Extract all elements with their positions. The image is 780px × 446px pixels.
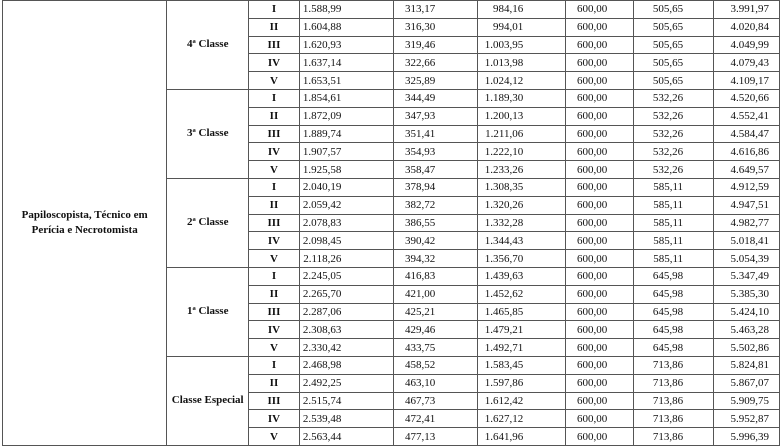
value-cell: 600,00 bbox=[566, 36, 634, 54]
nivel-cell: III bbox=[249, 36, 300, 54]
value-cell: 5.824,81 bbox=[714, 356, 780, 374]
value-cell: 416,83 bbox=[394, 267, 478, 285]
value-cell: 477,13 bbox=[394, 428, 478, 446]
value-cell: 2.468,98 bbox=[299, 356, 394, 374]
value-cell: 1.024,12 bbox=[478, 72, 566, 90]
value-cell: 394,32 bbox=[394, 250, 478, 268]
nivel-cell: I bbox=[249, 178, 300, 196]
value-cell: 2.098,45 bbox=[299, 232, 394, 250]
value-cell: 2.539,48 bbox=[299, 410, 394, 428]
nivel-cell: III bbox=[249, 125, 300, 143]
value-cell: 322,66 bbox=[394, 54, 478, 72]
value-cell: 600,00 bbox=[566, 232, 634, 250]
value-cell: 344,49 bbox=[394, 89, 478, 107]
value-cell: 585,11 bbox=[634, 250, 714, 268]
value-cell: 4.079,43 bbox=[714, 54, 780, 72]
value-cell: 1.925,58 bbox=[299, 161, 394, 179]
value-cell: 5.424,10 bbox=[714, 303, 780, 321]
value-cell: 585,11 bbox=[634, 214, 714, 232]
value-cell: 4.584,47 bbox=[714, 125, 780, 143]
value-cell: 4.947,51 bbox=[714, 196, 780, 214]
value-cell: 600,00 bbox=[566, 339, 634, 357]
value-cell: 4.109,17 bbox=[714, 72, 780, 90]
classe-cell: 4ª Classe bbox=[167, 1, 249, 90]
value-cell: 4.520,66 bbox=[714, 89, 780, 107]
salary-table bbox=[2, 0, 780, 446]
value-cell: 505,65 bbox=[634, 18, 714, 36]
value-cell: 2.492,25 bbox=[299, 374, 394, 392]
value-cell: 600,00 bbox=[566, 428, 634, 446]
value-cell: 600,00 bbox=[566, 392, 634, 410]
value-cell: 600,00 bbox=[566, 250, 634, 268]
nivel-cell: IV bbox=[249, 232, 300, 250]
value-cell: 2.330,42 bbox=[299, 339, 394, 357]
value-cell: 600,00 bbox=[566, 161, 634, 179]
value-cell: 2.078,83 bbox=[299, 214, 394, 232]
value-cell: 600,00 bbox=[566, 18, 634, 36]
classe-cell: Classe Especial bbox=[167, 356, 249, 445]
value-cell: 600,00 bbox=[566, 143, 634, 161]
table-row bbox=[3, 1, 780, 19]
nivel-cell: I bbox=[249, 1, 300, 19]
nivel-cell: I bbox=[249, 267, 300, 285]
value-cell: 645,98 bbox=[634, 285, 714, 303]
value-cell: 645,98 bbox=[634, 321, 714, 339]
value-cell: 585,11 bbox=[634, 178, 714, 196]
value-cell: 319,46 bbox=[394, 36, 478, 54]
value-cell: 1.332,28 bbox=[478, 214, 566, 232]
value-cell: 2.515,74 bbox=[299, 392, 394, 410]
value-cell: 5.867,07 bbox=[714, 374, 780, 392]
nivel-cell: V bbox=[249, 72, 300, 90]
nivel-cell: II bbox=[249, 18, 300, 36]
value-cell: 358,47 bbox=[394, 161, 478, 179]
value-cell: 4.552,41 bbox=[714, 107, 780, 125]
value-cell: 1.854,61 bbox=[299, 89, 394, 107]
value-cell: 1.604,88 bbox=[299, 18, 394, 36]
value-cell: 433,75 bbox=[394, 339, 478, 357]
value-cell: 600,00 bbox=[566, 214, 634, 232]
nivel-cell: II bbox=[249, 374, 300, 392]
value-cell: 1.013,98 bbox=[478, 54, 566, 72]
value-cell: 713,86 bbox=[634, 392, 714, 410]
value-cell: 645,98 bbox=[634, 339, 714, 357]
nivel-cell: II bbox=[249, 285, 300, 303]
value-cell: 4.049,99 bbox=[714, 36, 780, 54]
value-cell: 600,00 bbox=[566, 1, 634, 19]
nivel-cell: IV bbox=[249, 143, 300, 161]
value-cell: 2.287,06 bbox=[299, 303, 394, 321]
value-cell: 1.492,71 bbox=[478, 339, 566, 357]
value-cell: 3.991,97 bbox=[714, 1, 780, 19]
nivel-cell: V bbox=[249, 339, 300, 357]
value-cell: 505,65 bbox=[634, 1, 714, 19]
value-cell: 1.597,86 bbox=[478, 374, 566, 392]
value-cell: 532,26 bbox=[634, 161, 714, 179]
value-cell: 1.356,70 bbox=[478, 250, 566, 268]
value-cell: 1.479,21 bbox=[478, 321, 566, 339]
value-cell: 472,41 bbox=[394, 410, 478, 428]
value-cell: 425,21 bbox=[394, 303, 478, 321]
value-cell: 4.982,77 bbox=[714, 214, 780, 232]
value-cell: 347,93 bbox=[394, 107, 478, 125]
value-cell: 1.612,42 bbox=[478, 392, 566, 410]
value-cell: 1.465,85 bbox=[478, 303, 566, 321]
value-cell: 600,00 bbox=[566, 54, 634, 72]
value-cell: 5.996,39 bbox=[714, 428, 780, 446]
nivel-cell: II bbox=[249, 107, 300, 125]
value-cell: 4.020,84 bbox=[714, 18, 780, 36]
value-cell: 713,86 bbox=[634, 410, 714, 428]
salary-table-container bbox=[2, 0, 780, 446]
value-cell: 600,00 bbox=[566, 321, 634, 339]
nivel-cell: I bbox=[249, 356, 300, 374]
value-cell: 2.040,19 bbox=[299, 178, 394, 196]
value-cell: 600,00 bbox=[566, 267, 634, 285]
value-cell: 429,46 bbox=[394, 321, 478, 339]
value-cell: 4.912,59 bbox=[714, 178, 780, 196]
value-cell: 600,00 bbox=[566, 89, 634, 107]
value-cell: 390,42 bbox=[394, 232, 478, 250]
value-cell: 1.320,26 bbox=[478, 196, 566, 214]
value-cell: 378,94 bbox=[394, 178, 478, 196]
value-cell: 600,00 bbox=[566, 72, 634, 90]
nivel-cell: III bbox=[249, 303, 300, 321]
value-cell: 532,26 bbox=[634, 107, 714, 125]
nivel-cell: V bbox=[249, 161, 300, 179]
value-cell: 1.872,09 bbox=[299, 107, 394, 125]
nivel-cell: V bbox=[249, 428, 300, 446]
value-cell: 532,26 bbox=[634, 125, 714, 143]
value-cell: 351,41 bbox=[394, 125, 478, 143]
value-cell: 1.641,96 bbox=[478, 428, 566, 446]
value-cell: 382,72 bbox=[394, 196, 478, 214]
value-cell: 713,86 bbox=[634, 428, 714, 446]
value-cell: 585,11 bbox=[634, 196, 714, 214]
value-cell: 984,16 bbox=[478, 1, 566, 19]
value-cell: 505,65 bbox=[634, 72, 714, 90]
classe-cell: 2ª Classe bbox=[167, 178, 249, 267]
value-cell: 386,55 bbox=[394, 214, 478, 232]
value-cell: 5.463,28 bbox=[714, 321, 780, 339]
value-cell: 600,00 bbox=[566, 410, 634, 428]
value-cell: 1.588,99 bbox=[299, 1, 394, 19]
value-cell: 316,30 bbox=[394, 18, 478, 36]
value-cell: 1.889,74 bbox=[299, 125, 394, 143]
value-cell: 1.233,26 bbox=[478, 161, 566, 179]
value-cell: 2.563,44 bbox=[299, 428, 394, 446]
value-cell: 1.907,57 bbox=[299, 143, 394, 161]
cargo-cell: Papiloscopista, Técnico em Perícia e Necrotomista bbox=[3, 1, 167, 446]
value-cell: 1.003,95 bbox=[478, 36, 566, 54]
nivel-cell: IV bbox=[249, 410, 300, 428]
nivel-cell: IV bbox=[249, 321, 300, 339]
value-cell: 645,98 bbox=[634, 303, 714, 321]
value-cell: 1.344,43 bbox=[478, 232, 566, 250]
value-cell: 5.054,39 bbox=[714, 250, 780, 268]
value-cell: 421,00 bbox=[394, 285, 478, 303]
value-cell: 600,00 bbox=[566, 107, 634, 125]
value-cell: 532,26 bbox=[634, 143, 714, 161]
value-cell: 1.200,13 bbox=[478, 107, 566, 125]
value-cell: 505,65 bbox=[634, 54, 714, 72]
value-cell: 1.637,14 bbox=[299, 54, 394, 72]
value-cell: 313,17 bbox=[394, 1, 478, 19]
value-cell: 600,00 bbox=[566, 303, 634, 321]
value-cell: 1.620,93 bbox=[299, 36, 394, 54]
value-cell: 1.653,51 bbox=[299, 72, 394, 90]
value-cell: 1.308,35 bbox=[478, 178, 566, 196]
value-cell: 2.245,05 bbox=[299, 267, 394, 285]
value-cell: 354,93 bbox=[394, 143, 478, 161]
value-cell: 1.439,63 bbox=[478, 267, 566, 285]
value-cell: 994,01 bbox=[478, 18, 566, 36]
value-cell: 600,00 bbox=[566, 356, 634, 374]
value-cell: 1.211,06 bbox=[478, 125, 566, 143]
value-cell: 645,98 bbox=[634, 267, 714, 285]
value-cell: 467,73 bbox=[394, 392, 478, 410]
value-cell: 600,00 bbox=[566, 374, 634, 392]
value-cell: 713,86 bbox=[634, 356, 714, 374]
value-cell: 505,65 bbox=[634, 36, 714, 54]
nivel-cell: III bbox=[249, 392, 300, 410]
value-cell: 325,89 bbox=[394, 72, 478, 90]
classe-cell: 1ª Classe bbox=[167, 267, 249, 356]
value-cell: 1.583,45 bbox=[478, 356, 566, 374]
value-cell: 600,00 bbox=[566, 178, 634, 196]
nivel-cell: V bbox=[249, 250, 300, 268]
value-cell: 5.502,86 bbox=[714, 339, 780, 357]
nivel-cell: I bbox=[249, 89, 300, 107]
value-cell: 5.385,30 bbox=[714, 285, 780, 303]
value-cell: 463,10 bbox=[394, 374, 478, 392]
value-cell: 1.452,62 bbox=[478, 285, 566, 303]
value-cell: 532,26 bbox=[634, 89, 714, 107]
value-cell: 2.265,70 bbox=[299, 285, 394, 303]
value-cell: 600,00 bbox=[566, 196, 634, 214]
classe-cell: 3ª Classe bbox=[167, 89, 249, 178]
value-cell: 4.616,86 bbox=[714, 143, 780, 161]
value-cell: 1.189,30 bbox=[478, 89, 566, 107]
value-cell: 5.909,75 bbox=[714, 392, 780, 410]
value-cell: 600,00 bbox=[566, 125, 634, 143]
value-cell: 585,11 bbox=[634, 232, 714, 250]
nivel-cell: IV bbox=[249, 54, 300, 72]
value-cell: 4.649,57 bbox=[714, 161, 780, 179]
value-cell: 600,00 bbox=[566, 285, 634, 303]
value-cell: 2.118,26 bbox=[299, 250, 394, 268]
value-cell: 1.627,12 bbox=[478, 410, 566, 428]
nivel-cell: III bbox=[249, 214, 300, 232]
value-cell: 2.059,42 bbox=[299, 196, 394, 214]
value-cell: 2.308,63 bbox=[299, 321, 394, 339]
value-cell: 5.952,87 bbox=[714, 410, 780, 428]
nivel-cell: II bbox=[249, 196, 300, 214]
value-cell: 5.347,49 bbox=[714, 267, 780, 285]
value-cell: 1.222,10 bbox=[478, 143, 566, 161]
value-cell: 5.018,41 bbox=[714, 232, 780, 250]
value-cell: 713,86 bbox=[634, 374, 714, 392]
value-cell: 458,52 bbox=[394, 356, 478, 374]
